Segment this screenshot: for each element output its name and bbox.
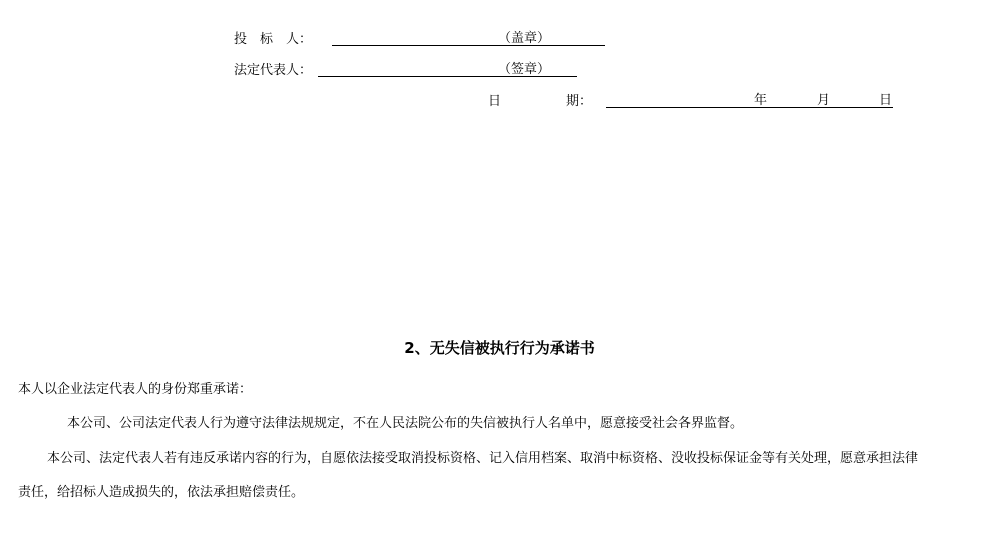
commitment-paragraph-1: 本公司、公司法定代表人行为遵守法律法规规定，不在人民法院公布的失信被执行人名单中，愿意接受社会各界监督。 (67, 416, 744, 431)
bidder-label: 投 标 人： (234, 32, 313, 47)
legal-rep-label: 法定代表人： (234, 63, 313, 78)
commitment-paragraph-2-line-1: 本公司、法定代表人若有违反承诺内容的行为，自愿依法接受取消投标资格、记入信用档案、取消中标资格、没收投标保证金等有关处理，愿意承担法律 (47, 451, 919, 466)
commitment-title: 2、无失信被执行行为承诺书 (404, 339, 595, 357)
date-year: 年 (754, 93, 768, 108)
bidder-stamp-note: （盖章） (498, 31, 551, 46)
date-day: 日 (879, 93, 893, 108)
commitment-intro: 本人以企业法定代表人的身份郑重承诺： (18, 382, 253, 397)
legal-rep-sign-note: （签章） (498, 62, 551, 77)
date-underline (606, 107, 893, 108)
date-label: 日 期： (488, 94, 593, 109)
commitment-paragraph-2-line-2: 责任，给招标人造成损失的，依法承担赔偿责任。 (18, 485, 305, 500)
date-month: 月 (817, 93, 831, 108)
bidder-underline (332, 45, 605, 46)
